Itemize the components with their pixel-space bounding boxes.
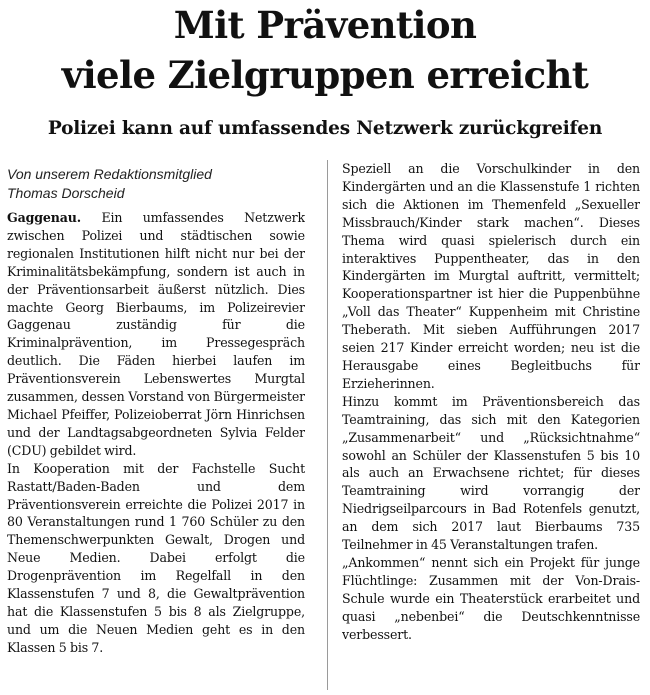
column-divider: [327, 160, 328, 690]
subheadline: Polizei kann auf umfassendes Netzwerk zurückgreifen: [47, 118, 603, 139]
paragraph-text: Ein umfassendes Netzwerk zwischen Polizei und städtischen sowie regionalen Institutionen hilft nicht nur bei der Kriminalitätsbekämpfung, sondern ist auch in der Präventionsarbeit äußerst nützlich. Dies machte Georg Bierbaums, im Polizeirevier Gaggenau zuständig für die Kriminalprävention, im Pressegespräch deutlich. Die Fäden hierbei laufen im Präventionsverein Lebenswertes Murgtal zusammen, dessen Vorstand von Bürgermeister Michael Pfeiffer, Polizeioberrat Jörn Hinrichsen und der Landtagsabgeordneten Sylvia Felder (CDU) gebildet wird.: [7, 210, 305, 458]
article-column-left: [7, 209, 305, 695]
article-paragraph: Speziell an die Vorschulkinder in den Kindergärten und an die Klassenstufe 1 richten sich die Aktionen im Themenfeld „Sexueller Missbrauch/Kinder stark machen“. Dieses Thema wird quasi spielerisch durch ein interaktives Puppentheater, das in den Kindergärten im Murgtal auftritt, vermittelt; Kooperationspartner ist hier die Puppenbühne „Voll das Theater“ Kuppenheim mit Christine Theberath. Mit sieben Aufführungen 2017 seien 217 Kinder erreicht worden; neu ist die Herausgabe eines Begleitbuchs für Erzieherinnen.: [342, 161, 640, 391]
headline-line-2: viele Zielgruppen erreicht: [61, 53, 589, 97]
article-paragraph: [7, 209, 305, 460]
headline: [0, 0, 650, 100]
byline: [7, 165, 317, 203]
byline-author: Thomas Dorscheid: [7, 185, 125, 201]
headline-line-1: Mit Prävention: [173, 3, 477, 47]
byline-role: Von unserem Redaktionsmitglied: [7, 166, 212, 182]
article-column-right: [342, 160, 640, 695]
article-paragraph: „Ankommen“ nennt sich ein Projekt für junge Flüchtlinge: Zusammen mit der Von-Drais-Schule wurde ein Theaterstück erarbeitet und quasi „nebenbei“ die Deutschkenntnisse verbessert.: [342, 554, 640, 642]
article-paragraph: Hinzu kommt im Präventionsbereich das Teamtraining, das sich mit den Kategorien „Zusammenarbeit“ und „Rücksichtnahme“ sowohl an Schüler der Klassenstufen 5 bis 10 als auch an Erwachsene richtet; für dieses Teamtraining wird vorrangig der Niedrigseilparcours in Bad Rotenfels genutzt, an dem sich 2017 laut Bierbaums 735 Teilnehmer in 45 Veranstaltungen trafen.: [342, 393, 640, 553]
dateline: Gaggenau.: [7, 210, 82, 225]
article-paragraph: In Kooperation mit der Fachstelle Sucht Rastatt/Baden-Baden und dem Präventionsverein erreichte die Polizei 2017 in 80 Veranstaltungen rund 1 760 Schüler zu den Themenschwerpunkten Gewalt, Drogen und Neue Medien. Dabei erfolgt die Drogenprävention im Regelfall in den Klassenstufen 7 und 8, die Gewaltprävention hat die Klassenstufen 5 bis 8 als Zielgruppe, und um die Neuen Medien geht es in den Klassen 5 bis 7.: [7, 460, 305, 655]
